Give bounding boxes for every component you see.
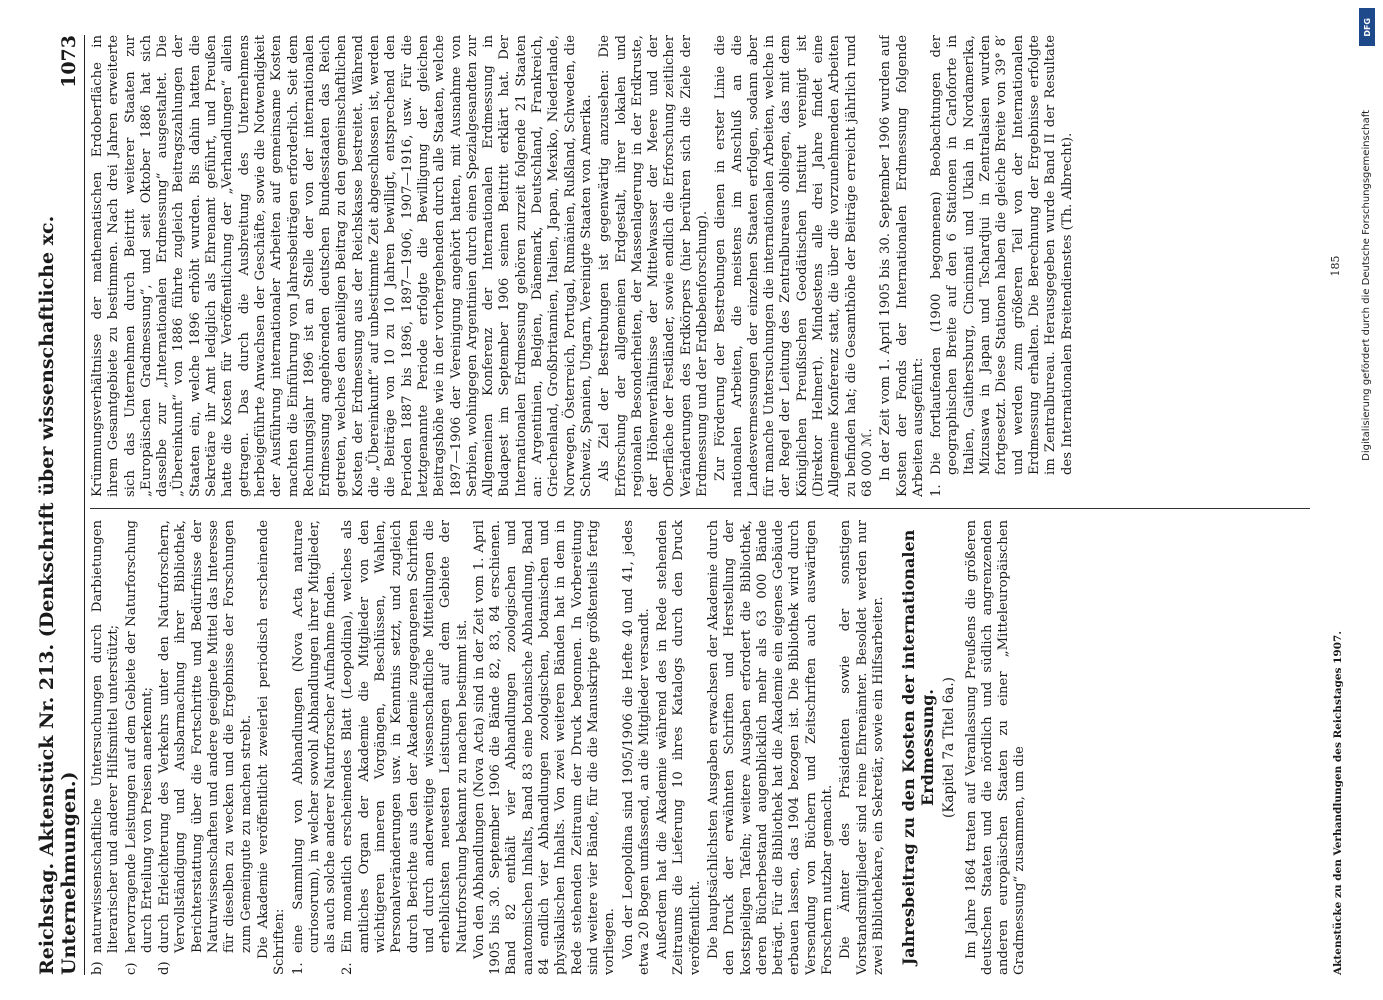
list-item [157,520,255,975]
item-text: hervorragende Leistungen auf dem Gebiete der Naturforschung durch Erteilung von Preisen anerkennt; [123,520,155,953]
item-text: Die fortlaufenden (1900 begonnenen) Beobachtungen der geographischen Breite auf den 6 Stationen in Carloforte in Italien, Gaithersburg, Cincinnati und Ukiah in Nordamerika, Mizusawa in Japan und Tschardjui in Zentralasien wurden fortgesetzt. Diese Stationen haben die gleiche Breite von 39° 8′ und werden zum größeren Teil von der Internationalen Erdmessung erhalten. Die Berechnung der Ergebnisse erfolgte im Zentralbureau. Herausgegeben wurde Band II der Resultate des Internationalen Breitendienstes (Th. Albrecht). [929,35,1075,475]
item-text: Ein monatlich erscheinendes Blatt (Leopoldina), welches als amtliches Organ der Akademie die Mitglieder von den wichtigeren inneren Vorgängen, Beschlüssen, Wahlen, Personalveränderungen usw. in Kenntnis setzt, und zugleich durch Berichte aus den der Akademie zugegangenen Schriften und durch anderweitige wissenschaftliche Mitteilungen die erheblichsten neuesten Leistungen auf dem Gebiete der Naturforschung bekannt zu machen bestimmt ist. [340,520,470,953]
item-label: 1. [929,484,945,497]
header-page-number: 1073 [58,35,80,88]
paragraph: Zur Förderung der Bestrebungen dienen in erster Linie die nationalen Arbeiten, die meistens im Anschluß an die Landesvermessungen der einzelnen Staaten erfolgen, sodann aber für manche Untersuchungen die internationalen Arbeiten, welche in der Regel der Leitung des Zentralbureaus obliegen, das mit dem Königlichen Preußischen Geodätischen Institut vereinigt ist (Direktor Helmert). Mindestens alle drei Jahre findet eine Allgemeine Konferenz statt, die über die vorzunehmenden Arbeiten zu befinden hat; die Gesamthöhe der Beiträge erreicht jährlich rund 68 000 ℳ. [713,35,875,497]
paragraph: Die Ämter des Präsidenten sowie der sonstigen Vorstandsmitglieder sind reine Ehrenämter. Besoldet werden nur zwei Bibliothekare, ein Sekretär, sowie ein Hilfsarbeiter. [838,520,886,975]
column-divider [90,508,1310,509]
page-footer-number: 185 [1329,255,1342,277]
running-header [36,35,85,975]
right-column [90,35,1310,497]
list-item [929,35,1076,497]
paragraph: Von der Leopoldina sind 1905/1906 die Hefte 40 und 41, jedes etwa 20 Bogen umfassend, an die Mitglieder versandt. [620,520,652,975]
paragraph: Als Ziel der Bestrebungen ist gegenwärtig anzusehen: Die Erforschung der allgemeinen Erdgestalt, ihrer lokalen und regionalen Besonderheiten, der Massenlagerung in der Erdkruste, der Höhenverhältnisse der Mittelwasser der Meere und der Oberfläche der Festländer, sowie endlich die Erforschung zeitlicher Veränderungen des Erdkörpers (hier berühren sich die Ziele der Erdmessung und der Erdbebenforschung). [597,35,710,497]
item-label: b) [90,961,105,975]
list-item [90,520,123,975]
footer-line: Aktenstücke zu den Verhandlungen des Reichstages 1907. [1332,631,1344,975]
paragraph: Die hauptsächlichsten Ausgaben erwachsen der Akademie durch den Druck der erwähnten Schriften und Herstellung der kostspieligen Tafeln; weitere Ausgaben erfordert die Bibliothek, deren Bücherbestand augenblicklich mehr als 63 000 Bände beträgt. Für die Bibliothek hat die Akademie ein eigenes Gebäude erbauen lassen, das 1904 bezogen ist. Die Bibliothek wird durch Versendung von Büchern und Zeitschriften auch auswärtigen Forschern nutzbar gemacht. [705,520,836,975]
item-label: d) [157,961,173,975]
credit-text: Digitalisierung gefördert durch die Deutsche Forschungsgemeinschaft [1360,110,1372,461]
item-text: eine Sammlung von Abhandlungen (Nova Acta naturae curiosorum), in welcher sowohl Abhandlungen ihrer Mitglieder, als auch solche anderer Naturforscher Aufnahme finden. [290,520,339,953]
section-subheading: (Kapitel 7a Titel 6a.) [941,677,958,818]
rotated-page [36,35,1350,975]
header-title: Reichstag. Aktenstück Nr. 213. (Denkschrift über wissenschaftliche xc. Unternehmungen.) [36,215,80,975]
list-item [291,520,340,975]
item-label: 1. [290,962,306,975]
item-label: c) [123,962,139,975]
section-heading: Jahresbeitrag zu den Kosten der internationalen Erdmessung. [899,529,938,966]
paragraph: Krümmungsverhältnisse der mathematischen Erdoberfläche in ihrem Gesamtgebiete zu bestimmen. Nach drei Jahren erweiterte sich das Unternehmen durch Beitritt weiterer Staaten zur „Europäischen Gradmessung“, und seit Oktober 1886 hat sich dasselbe zur „Internationalen Erdmessung“ ausgestaltet. Die „Übereinkunft“ von 1886 führte zugleich Beitragszahlungen der Staaten ein, welche 1896 erhöht wurden. Bis dahin hatten die Sekretäre ihr Amt lediglich als Ehrenamt geführt, und Preußen hatte die Kosten für Veröffentlichung der „Verhandlungen“ allein getragen. Das durch die Ausbreitung des Unternehmens herbeigeführte Anwachsen der Geschäfte, sowie die Notwendigkeit der Ausführung internationaler Arbeiten auf gemeinsame Kosten machten die Einführung von Jahresbeiträgen erforderlich. Seit dem Rechnungsjahr 1896 ist an Stelle der von der internationalen Erdmessung angehörenden deutschen Bundesstaaten das Reich getreten, welches den anteiligen Beitrag zu den gemeinschaftlichen Kosten der Erdmessung aus der Reichskasse bestreitet. Während die „Übereinkunft“ auf unbestimmte Zeit abgeschlossen ist, werden die Beiträge von 10 zu 10 Jahren bewilligt, entsprechend den Perioden 1887 bis 1896, 1897—1906, 1907—1916, usw. Für die letztgenannte Periode erfolgte die Bewilligung der gleichen Beitragshöhe wie in der vorhergehenden durch alle Staaten, welche 1897—1906 der Vereinigung angehört hatten, mit Ausnahme von Serbien, wohingegen Argentinien durch einen Spezialgesandten zur Allgemeinen Konferenz der Internationalen Erdmessung in Budapest im September 1906 seinen Beitritt erklärt hat. Der Internationalen Erdmessung gehören zurzeit folgende 21 Staaten an: Argentinien, Belgien, Dänemark, Deutschland, Frankreich, Griechenland, Großbritannien, Italien, Japan, Mexiko, Niederlande, Norwegen, Österreich, Portugal, Rumänien, Rußland, Schweden, die Schweiz, Spanien, Ungarn, Vereinigte Staaten von Amerika. [90,35,594,497]
dfg-logo [1359,8,1375,46]
left-column [90,520,1310,975]
item-text: durch Erleichterung des Verkehrs unter den Naturforschern, Vervollständigung und Ausbarmachung ihrer Bibliothek, Berichterstattung über die Fortschritte und Bedürfnisse der Naturwissenschaften und andere geeignete Mittel das Interesse für dieselben zu wecken und die Ergebnisse der Forschungen zum Gemeingute zu machen strebt. [157,520,254,953]
paragraph: Die Akademie veröffentlicht zweierlei periodisch erscheinende Schriften: [255,520,288,975]
scanned-page [36,35,1350,975]
paragraph: Im Jahre 1864 traten auf Veranlassung Preußens die größeren deutschen Staaten und die nördlich und südlich angrenzenden anderen europäischen Staaten zu einer „Mitteleuropäischen Gradmessung“ zusammen, um die [963,520,1028,975]
paragraph: Außerdem hat die Akademie während des in Rede stehenden Zeitraums die Lieferung 10 ihres Katalogs durch den Druck veröffentlicht. [655,520,703,975]
paragraph: Von den Abhandlungen (Nova Acta) sind in der Zeit vom 1. April 1905 bis 30. September 1906 die Bände 82, 83, 84 erschienen. Band 82 enthält vier Abhandlungen zoologischen und anatomischen Inhalts, Band 83 eine botanische Abhandlung, Band 84 endlich vier Abhandlungen zoologischen, botanischen und physikalischen Inhalts. Von zwei weiteren Bänden hat in dem in Rede stehenden Zeitraum der Druck begonnen. In Vorbereitung sind weitere vier Bände, für die die Manuskripte größtenteils fertig vorliegen. [471,520,618,975]
item-text: naturwissenschaftliche Untersuchungen durch Darbietungen literarischer und anderer Hilfsmittel unterstützt; [90,520,122,953]
list-item [340,520,470,975]
paragraph: In der Zeit vom 1. April 1905 bis 30. September 1906 wurden auf Kosten der Fonds der Internationalen Erdmessung folgende Arbeiten ausgeführt: [878,35,926,497]
item-label: 2. [340,962,356,975]
logo-text: DFG [1362,17,1372,37]
digitization-credit [1356,110,1376,1000]
list-item [124,520,157,975]
